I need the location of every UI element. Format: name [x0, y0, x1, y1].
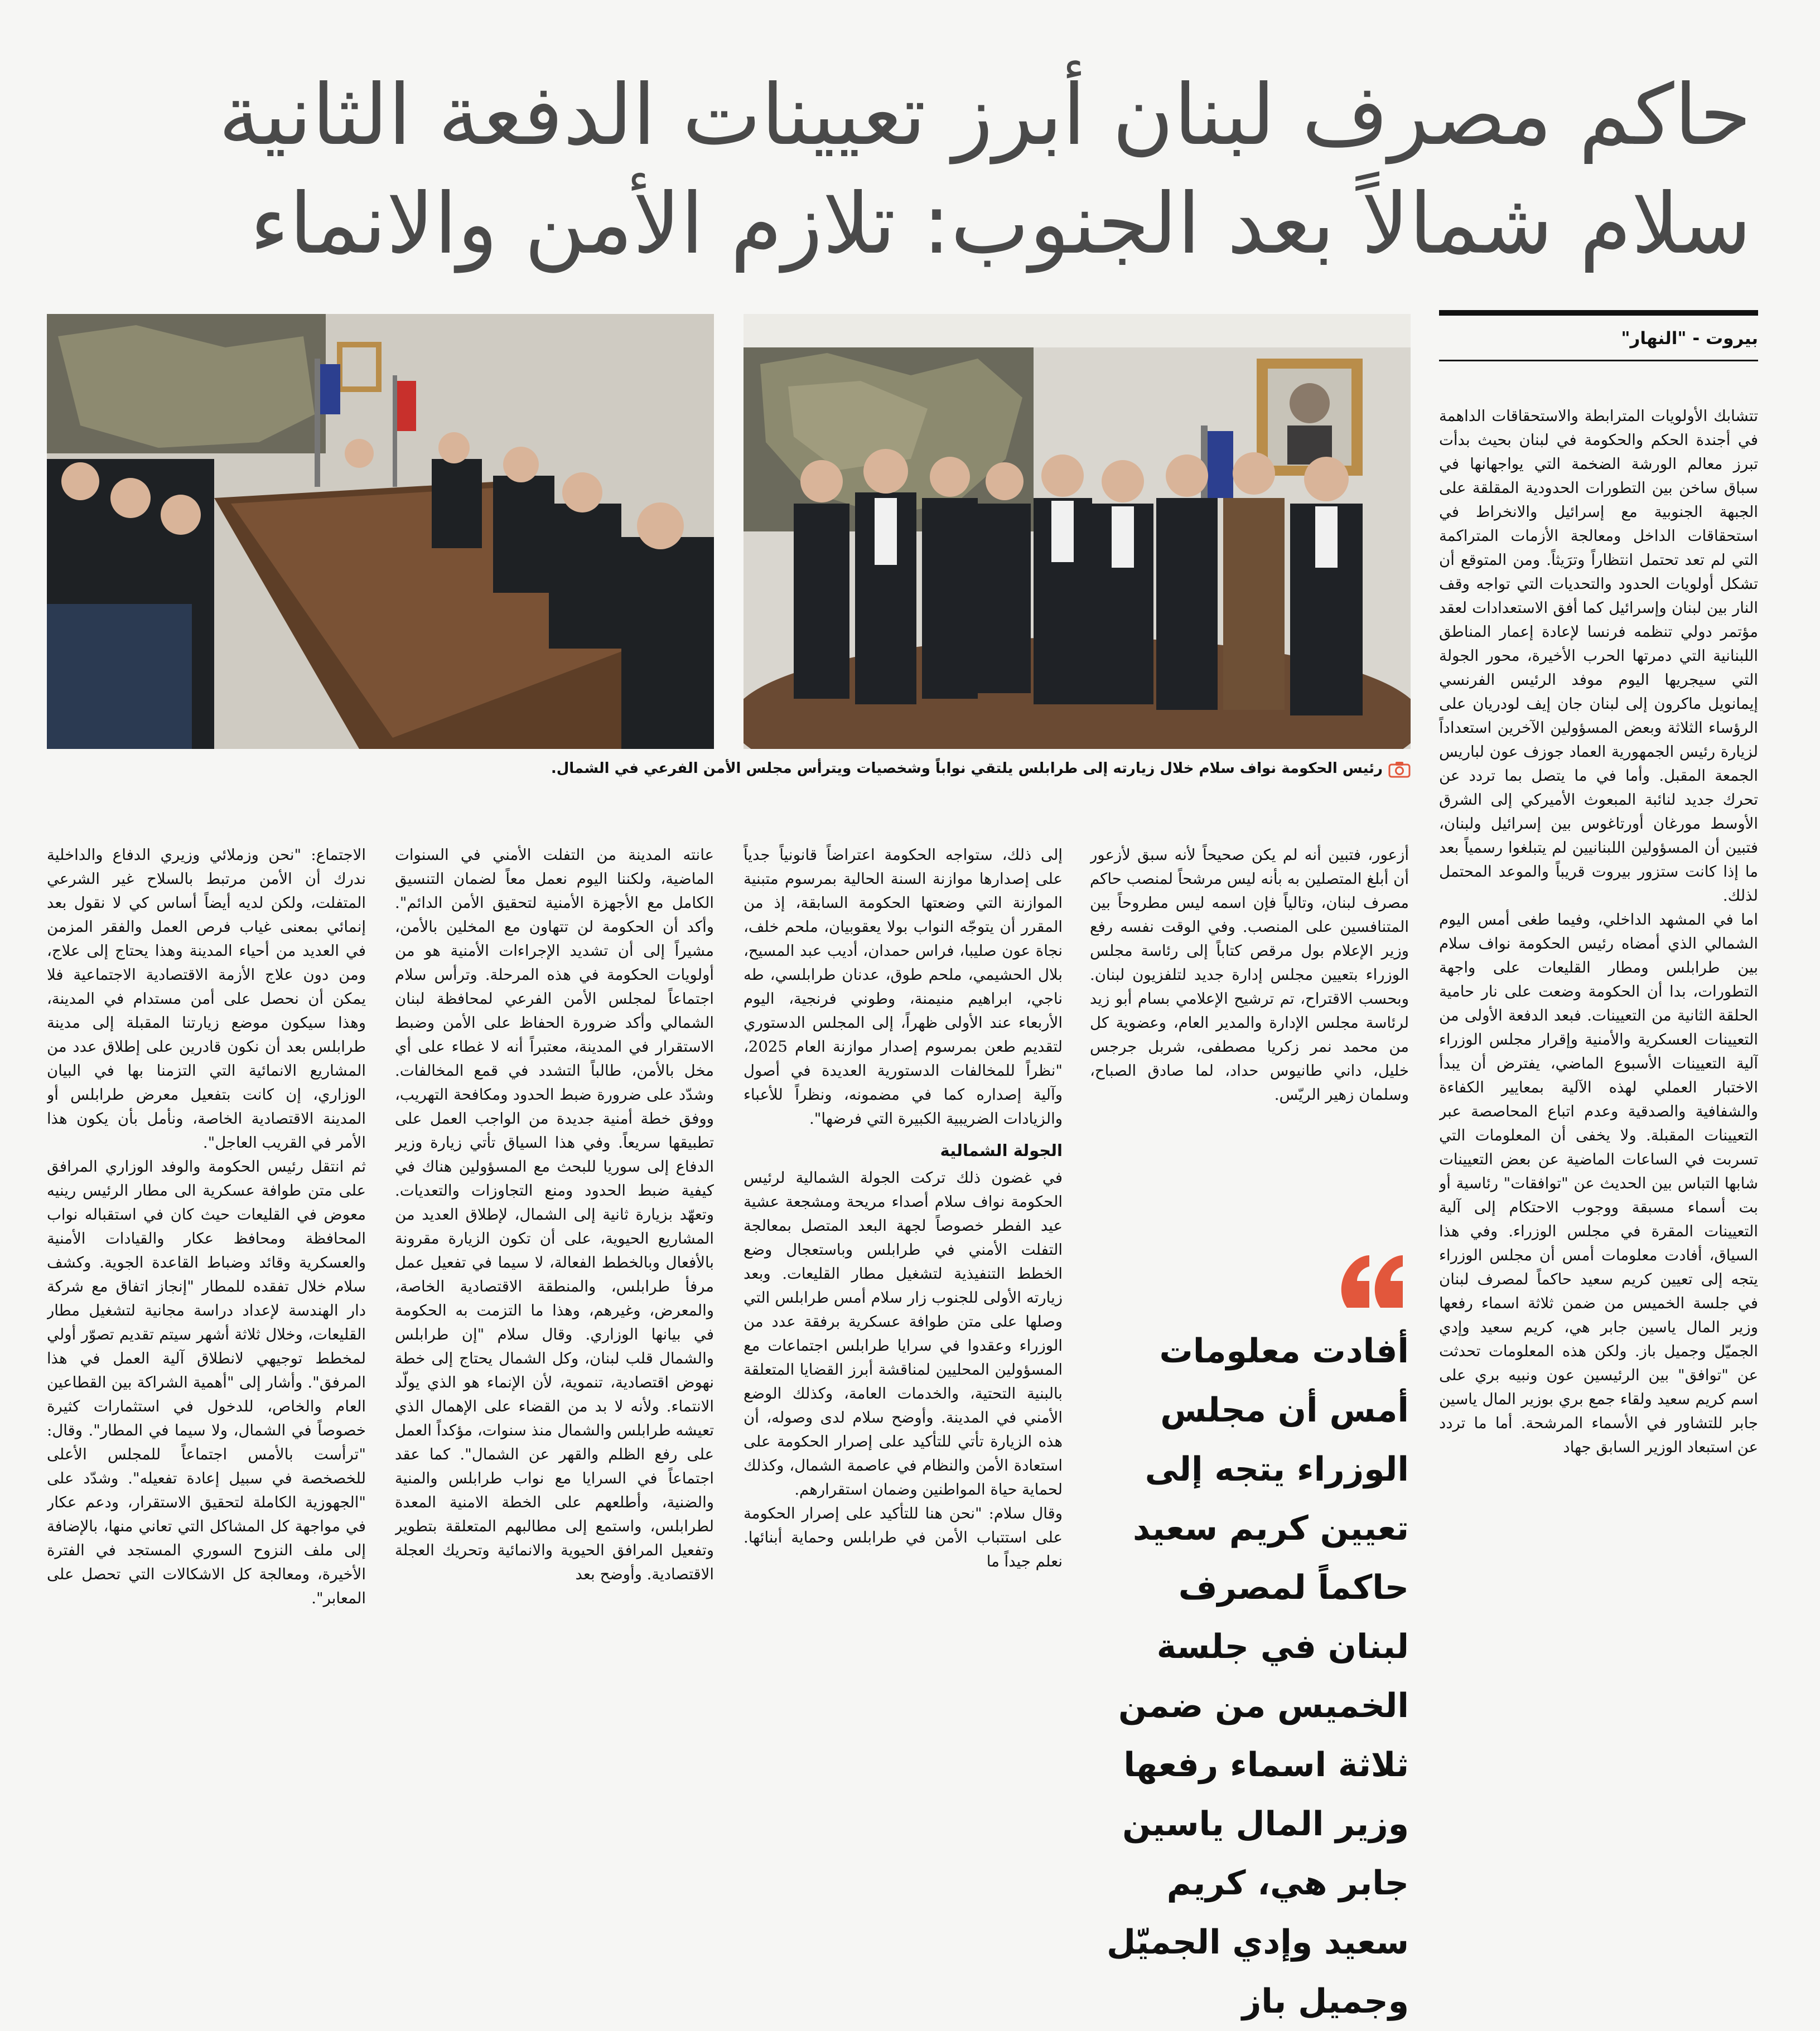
photo-group-portrait	[744, 314, 1411, 749]
byline-top-rule	[1439, 310, 1758, 316]
paragraph: ثم انتقل رئيس الحكومة والوفد الوزاري المرافق على متن طوافة عسكرية الى مطار الرئيس رينيه معوض في القليعات حيث كان في استقباله نواب المحافظة ومحافظ عكار والقيادات الأمنية والعسكرية وقائد وضباط القاعدة الجوية. وكشف سلام خلال تفقده للمطار "إنجاز اتفاق مع شركة دار الهندسة لإعداد دراسة مجانية لتشغيل مطار القليعات، وخلال ثلاثة أشهر سيتم تقديم تصوّر أولي لمخطط توجيهي لانطلاق آلية العمل في هذا المرفق". وأشار إلى "أهمية الشراكة بين القطاعين العام والخاص، للدخول في استثمارات كثيرة خصوصاً في الشمال، ولا سيما في المطار". وقال: "ترأست بالأمس اجتماعاً للمجلس الأعلى للخصخصة في سبيل إعادة تفعيله". وشدّد على "الجهوزية الكاملة لتحقيق الاستقرار، ودعم عكار في مواجهة كل المشاكل التي تعاني منها، بالإضافة إلى ملف النزوح السوري المستجد في الفترة الأخيرة، ومعالجة كل الاشكالات التي تحصل على المعابر".	[47, 1158, 366, 1607]
paragraph: وقال سلام: "نحن هنا للتأكيد على إصرار الحكومة على استتباب الأمن في طرابلس وحماية أبنائها. نعلم جيداً ما	[744, 1505, 1063, 1570]
subheading: الجولة الشمالية	[940, 1141, 1063, 1160]
paragraph: في غضون ذلك تركت الجولة الشمالية لرئيس الحكومة نواف سلام أصداء مريحة ومشجعة عشية عيد الفطر خصوصاً لجهة البعد المتصل بمعالجة التفلت الأمني في طرابلس وباستعجال وضع الخطط التنفيذية لتشغيل مطار القليعات. وبعد زيارته الأولى للجنوب زار سلام أمس طرابلس التي وصلها على متن طوافة عسكرية برفقة عدد من الوزراء وعقدوا في سرايا طرابلس اجتماعات مع المسؤولين المحليين لمناقشة أبرز القضايا المتعلقة بالبنية التحتية، والخدمات العامة، وكذلك الوضع الأمني في المدينة. وأوضح سلام لدى وصوله، أن هذه الزيارة تأتي للتأكيد على إصرار الحكومة على استعادة الأمن والنظام في عاصمة الشمال، وكذلك لحماية حياة المواطنين وضمان استقرارهم.	[744, 1169, 1063, 1498]
pull-quote: أفادت معلومات أمس أن مجلس الوزراء يتجه إلى تعيين كريم سعيد حاكماً لمصرف لبنان في جلسة الخميس من ضمن ثلاثة اسماء رفعها وزير المال ياسين جابر هي، كريم سعيد وإدي الجميّل وجميل باز	[1106, 1332, 1409, 2021]
photo-caption	[47, 757, 1411, 780]
photo-security-meeting	[47, 314, 714, 749]
paragraph: إلى ذلك، ستواجه الحكومة اعتراضاً قانونياً جدياً على إصدارها موازنة السنة الحالية بمرسوم متبنية الموازنة التي وضعتها الحكومة السابقة، إذ من المقرر أن يتوجّه النواب بولا يعقوبيان، ملحم خلف، نجاة عون صليبا، فراس حمدان، أديب عبد المسيح، بلال الحشيمي، ملحم طوق، عدنان طرابلسي، طه ناجي، ابراهيم منيمنة، وطوني فرنجية، اليوم الأربعاء عند الأولى ظهراً، إلى المجلس الدستوري لتقديم طعن بمرسوم إصدار موازنة العام 2025، "نظراً للمخالفات الدستورية العديدة في أصول وآلية إصداره كما في مضمونه، ونظراً للأعباء والزيادات الضريبية الكبيرة التي فرضها".	[744, 846, 1063, 1128]
quote-mark-icon	[1336, 1252, 1408, 1313]
paragraph: عانته المدينة من التفلت الأمني في السنوات الماضية، ولكننا اليوم نعمل معاً لضمان التنسيق الكامل مع الأجهزة الأمنية لتحقيق الأمن الدائم". وأكد أن الحكومة لن تتهاون مع المخلين بالأمن، مشيراً إلى أن تشديد الإجراءات الأمنية هو من أولويات الحكومة في هذه المرحلة. وترأس سلام اجتماعاً لمجلس الأمن الفرعي لمحافظة لبنان الشمالي وأكد ضرورة الحفاظ على الأمن وضبط الاستقرار في المدينة، معتبراً أنه لا غطاء على أي مخل بالأمن، طالباً التشدد في قمع المخالفات. وشدّد على ضرورة ضبط الحدود ومكافحة التهريب، ووفق خطة أمنية جديدة من الواجب العمل على تطبيقها سريعاً. وفي هذا السياق تأتي زيارة وزير الدفاع إلى سوريا للبحث مع المسؤولين هناك في كيفية ضبط الحدود ومنع التجاوزات والتعديات. وتعهّد بزيارة ثانية إلى الشمال، لإطلاق العديد من المشاريع الحيوية، على أن تكون الزيارة مقرونة بالأفعال وبالخطط الفعالة، لا سيما في تفعيل عمل مرفأ طرابلس، والمنطقة الاقتصادية الخاصة، والمعرض، وغيرهم، وهذا ما التزمت به الحكومة في بيانها الوزاري. وقال سلام "إن طرابلس والشمال قلب لبنان، وكل الشمال يحتاج إلى خطة نهوض اقتصادية، تنموية، لأن الإنماء هو الذي يولّد الانتماء. ولأنه لا بد من القضاء على الإهمال الذي تعيشه طرابلس والشمال منذ سنوات، مؤكداً العمل على رفع الظلم والقهر عن الشمال". كما عقد اجتماعاً في السرايا مع نواب طرابلس والمنية والضنية، وأطلعهم على الخطة الامنية المعدة لطرابلس، واستمع إلى مطالبهم المتعلقة بتطوير وتفعيل المرافق الحيوية والانمائية وتحريك العجلة الاقتصادية. وأوضح بعد	[395, 846, 714, 1583]
camera-icon	[1388, 760, 1411, 778]
byline: بيروت - "النهار"	[1621, 328, 1758, 349]
headline	[67, 61, 1751, 279]
byline-bottom-rule	[1439, 360, 1758, 361]
photo-group-portrait-illustration	[744, 314, 1411, 749]
headline-line-2: سلام شمالاً بعد الجنوب: تلازم الأمن والانماء	[249, 176, 1751, 273]
paragraph: الاجتماع: "نحن وزملائي وزيري الدفاع والداخلية ندرك أن الأمن مرتبط بالسلاح غير الشرعي المتفلت، ولكن لديه أيضاً أساس كي لا نقول بعد إنمائي بمعنى غياب فرص العمل والفقر المزمن في العديد من أحياء المدينة وهذا يحتاج إلى علاج، ومن دون علاج الأزمة الاقتصادية الاجتماعية فلا يمكن أن نحصل على أمن مستدام في المدينة، وهذا سيكون موضع زيارتنا المقبلة إلى مدينة طرابلس بعد أن نكون قادرين على إطلاق عدد من المشاريع الانمائية التي التزمنا بها في البيان الوزاري، إن كانت بتفعيل معرض طرابلس أو المدينة الاقتصادية الخاصة، ونأمل بأن يكون هذا الأمر في القريب العاجل".	[47, 846, 366, 1152]
paragraph: تتشابك الأولويات المترابطة والاستحقاقات الداهمة في أجندة الحكم والحكومة في لبنان بحيث بدأت تبرز معالم الورشة الضخمة التي يواجهانها في سباق ساخن بين التطورات الحدودية المقلقة على الجبهة الجنوبية مع إسرائيل والانخراط في استحقاقات الداخل ومعالجة الأزمات المتراكمة التي لم تعد تحتمل انتظاراً وترَيثاً. ومن المتوقع أن تشكل أولويات الحدود والتحديات التي تواجه وقف النار بين لبنان وإسرائيل كما أفق الاستعدادات لعقد مؤتمر دولي تنظمه فرنسا لإعادة إعمار المناطق اللبنانية التي دمرتها الحرب الأخيرة، محور الجولة التي سيجريها اليوم موفد الرئيس الفرنسي إيمانويل ماكرون إلى لبنان جان إيف لودريان على الرؤساء الثلاثة وبعض المسؤولين الآخرين استعداداً لزيارة رئيس الجمهورية العماد جوزف عون لباريس الجمعة المقبل. وأما في ما يتصل بما تردد عن تحرك جديد لنائبة المبعوث الأميركي إلى الشرق الأوسط مورغان أورتاغوس بين إسرائيل ولبنان، فتبين أن المسؤولين اللبنانيين لم يتبلغوا رسمياً بعد ما إذا كانت ستزور بيروت قريباً والموعد المحتمل لذلك.	[1439, 407, 1758, 905]
article-column-4	[395, 843, 714, 1980]
article-column-1	[1439, 404, 1758, 1977]
article-column-3	[744, 843, 1063, 1980]
photo-caption-text: رئيس الحكومة نواف سلام خلال زيارته إلى طرابلس يلتقي نواباً وشخصيات ويترأس مجلس الأمن الفرعي في الشمال.	[551, 760, 1383, 777]
photo-security-meeting-illustration	[47, 314, 714, 749]
paragraph: أزعور، فتبين أنه لم يكن صحيحاً لأنه سبق لأزعور أن أبلغ المتصلين به بأنه ليس مرشحاً لمنصب حاكم مصرف لبنان، وتالياً فإن اسمه ليس مطروحاً بين المتنافسين على المنصب. وفي الوقت نفسه رفع وزير الإعلام بول مرقص كتاباً إلى رئاسة مجلس الوزراء بتعيين مجلس إدارة جديد لتلفزيون لبنان. وبحسب الاقتراح، تم ترشيح الإعلامي بسام أبو زيد لرئاسة مجلس الإدارة والمدير العام، وعضوية كل من محمد نمر زكريا مصطفى، شربل جرجس خليل، داني طانيوس حداد، لما صادق الصباح، وسلمان زهير الريّس.	[1090, 846, 1409, 1104]
headline-line-1: حاكم مصرف لبنان أبرز تعيينات الدفعة الثانية	[218, 67, 1751, 164]
article-column-5	[47, 843, 366, 1980]
paragraph: اما في المشهد الداخلي، وفيما طغى أمس اليوم الشمالي الذي أمضاه رئيس الحكومة نواف سلام بين طرابلس ومطار القليعات على واجهة التطورات، بدا أن الحكومة وضعت على نار حامية الحلقة الثانية من التعيينات. فبعد الدفعة الأولى من التعيينات العسكرية والأمنية وإقرار مجلس الوزراء آلية التعيينات الأسبوع الماضي، يفترض أن يبدأ الاختبار العملي لهذه الآلية بمعايير الكفاءة والشفافية والصدقية وعدم اتباع المحاصصة عبر التعيينات المقبلة. ولا يخفى أن المعلومات التي تسربت في الساعات الماضية عن بعض التعيينات شابها التباس بين الحديث عن "توافقات" رئاسية أو بت أسماء مسبقة ووجوب الاحتكام إلى آلية التعيينات المقرة في مجلس الوزراء. وفي هذا السياق، أفادت معلومات أمس أن مجلس الوزراء يتجه إلى تعيين كريم سعيد حاكماً لمصرف لبنان في جلسة الخميس من ضمن ثلاثة اسماء رفعها وزير المال ياسين جابر هي، كريم سعيد وإدي الجميّل وجميل باز. ولكن هذه المعلومات تحدثت عن "توافق" بين الرئيسين عون ونبيه بري على اسم كريم سعيد ولقاء جمع بري بوزير المال ياسين جابر للتشاور في الأسماء المرشحة. أما ما تردد عن استبعاد الوزير السابق جهاد	[1439, 911, 1758, 1456]
